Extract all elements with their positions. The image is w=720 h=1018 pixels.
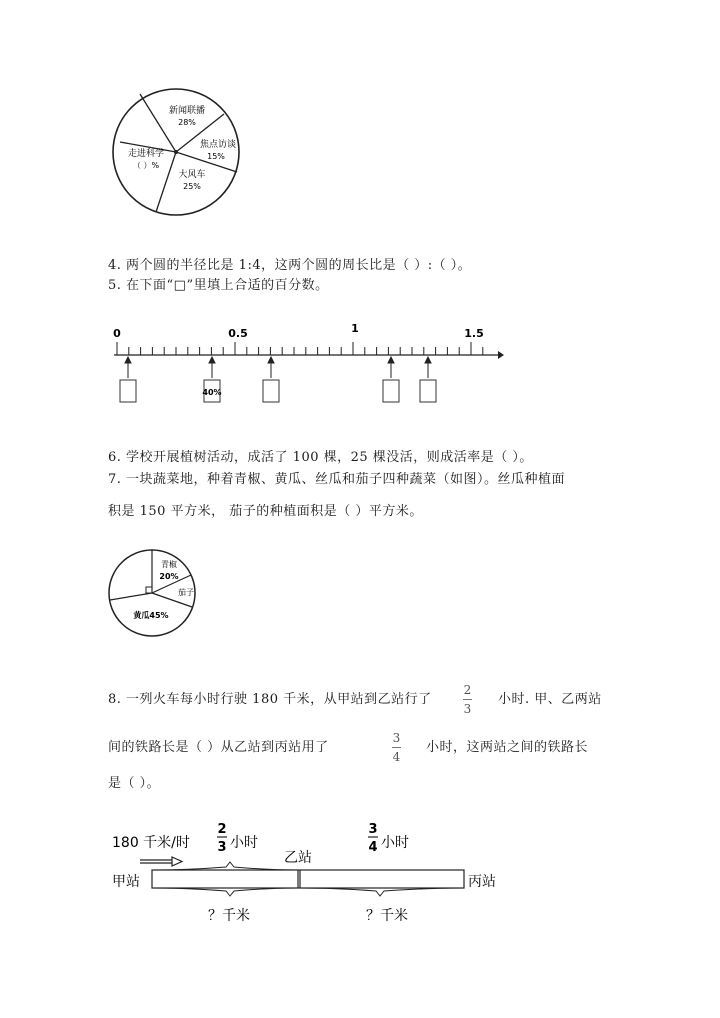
- vegetable-pie-chart: [106, 549, 202, 639]
- diagram-frac-2-num: 3: [368, 822, 378, 837]
- question-8-fraction-1: [463, 683, 472, 716]
- pie2-label-huanggua: 黄瓜45%: [133, 611, 169, 620]
- pie2-label-qingjiao: 青椒: [161, 560, 177, 569]
- fraction-2-denominator: 4: [392, 750, 401, 764]
- segment-label-jiaodian: 焦点访谈: [199, 140, 237, 150]
- segment-label-dafengche: 大风车: [178, 170, 206, 180]
- answer-box-2-value: 40%: [202, 388, 222, 397]
- answer-box-1: [120, 380, 136, 402]
- fraction-1-denominator: 3: [463, 702, 472, 716]
- speed-label: 180 千米/时: [112, 835, 190, 851]
- railway-diagram: [108, 818, 508, 928]
- question-8-fraction-2: [392, 731, 401, 764]
- diagram-frac-2-den: 4: [368, 840, 378, 855]
- railway-track: [152, 870, 464, 888]
- station-jia: 甲站: [112, 874, 140, 890]
- segment-value-zoujin: （ ）%: [132, 161, 160, 170]
- diagram-hours-1: 小时: [230, 835, 258, 851]
- fraction-1-numerator: 2: [463, 683, 472, 697]
- question-5: 5. 在下面“□”里填上合适的百分数。: [108, 278, 329, 293]
- segment-label-zoujin: 走进科学: [127, 149, 165, 159]
- answer-box-4: [383, 380, 399, 402]
- axis-label-1.5: 1.5: [464, 327, 484, 340]
- diagram-frac-1-den: 3: [217, 840, 227, 855]
- question-8-line-1b: 小时. 甲、乙两站: [498, 692, 602, 707]
- question-8-line-2b: 小时，这两站之间的铁路长: [426, 740, 589, 755]
- number-line: [104, 320, 504, 410]
- segment-value-dafengche: 25%: [183, 182, 201, 191]
- station-yi: 乙站: [284, 850, 312, 866]
- fraction-2-numerator: 3: [392, 731, 401, 745]
- question-7-line-2: 积是 150 平方米， 茄子的种植面积是（ ）平方米。: [108, 504, 423, 519]
- segment-label-xinwen: 新闻联播: [168, 106, 206, 116]
- answer-box-3: [263, 380, 279, 402]
- diagram-frac-1-num: 2: [217, 822, 227, 837]
- pie2-value-qingjiao: 20%: [159, 572, 179, 581]
- pie2-label-qiezi: 茄子: [178, 588, 194, 597]
- question-8-line-1a: 8. 一列火车每小时行驶 180 千米，从甲站到乙站行了: [108, 692, 432, 707]
- unknown-distance-2: ？千米: [366, 908, 408, 924]
- answer-box-5: [420, 380, 436, 402]
- question-8-line-2a: 间的铁路长是（ ）从乙站到丙站用了: [108, 740, 329, 755]
- segment-value-jiaodian: 15%: [207, 152, 225, 161]
- axis-label-1: 1: [351, 322, 359, 335]
- axis-label-0.5: 0.5: [228, 327, 248, 340]
- diagram-hours-2: 小时: [381, 835, 409, 851]
- segment-value-xinwen: 28%: [178, 118, 196, 127]
- question-7-line-1: 7. 一块蔬菜地，种着青椒、黄瓜、丝瓜和茄子四种蔬菜（如图）。丝瓜种植面: [108, 472, 566, 487]
- question-8-line-3: 是（ ）。: [108, 776, 161, 791]
- question-4: 4. 两个圆的半径比是 1:4，这两个圆的周长比是（ ）:（ ）。: [108, 258, 472, 273]
- tv-program-pie-chart: [108, 84, 244, 220]
- question-6: 6. 学校开展植树活动，成活了 100 棵，25 棵没活，则成活率是（ ）。: [108, 450, 533, 465]
- axis-label-0: 0: [113, 327, 121, 340]
- station-bing: 丙站: [468, 874, 496, 890]
- unknown-distance-1: ？千米: [208, 908, 250, 924]
